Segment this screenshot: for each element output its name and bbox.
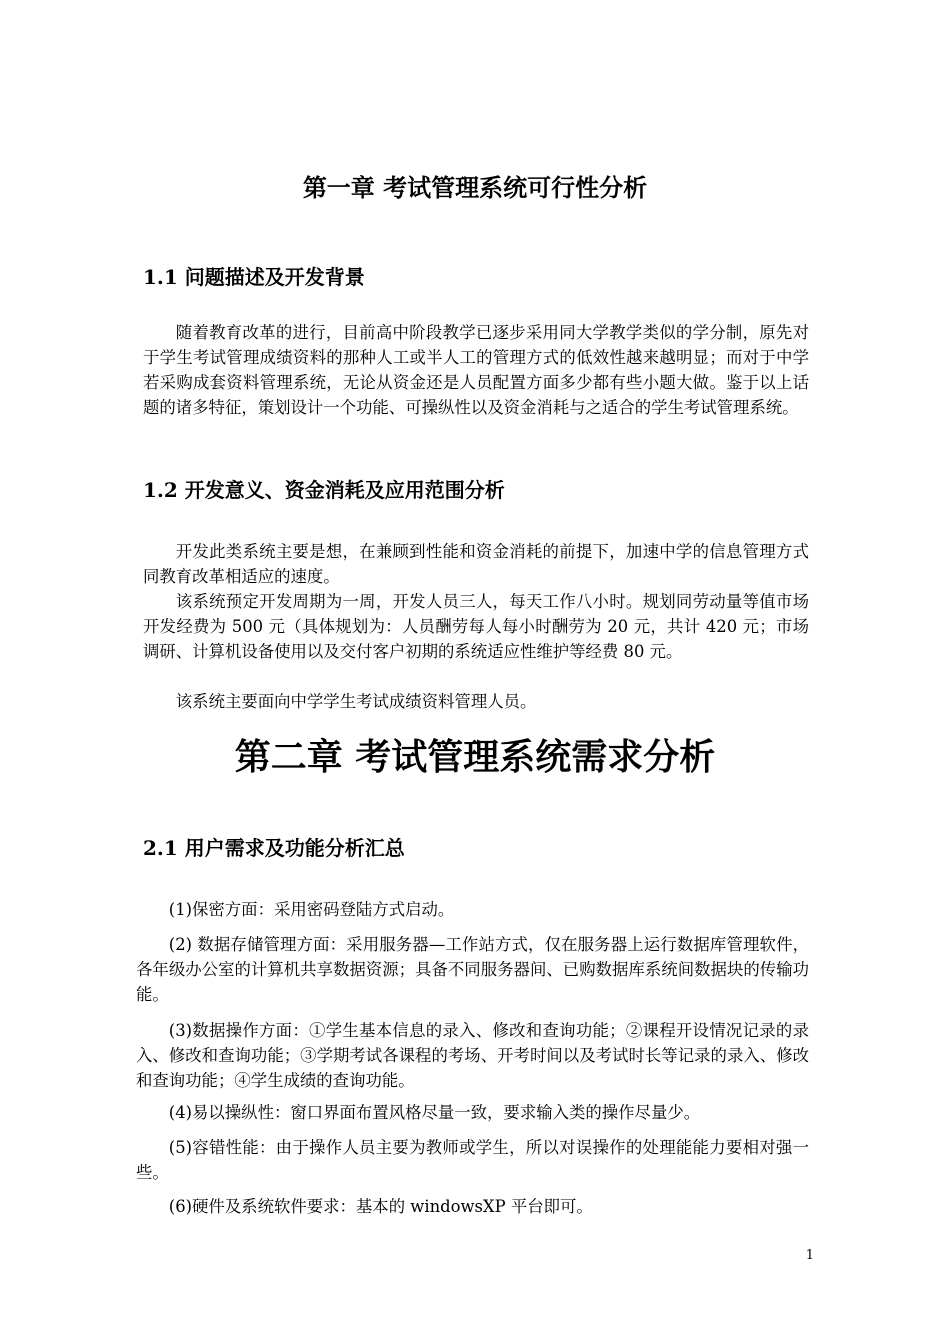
section-2-1-title: 2.1 用户需求及功能分析汇总	[143, 836, 405, 860]
page-number: 1	[805, 1248, 814, 1263]
chapter2-title: 第二章 考试管理系统需求分析	[234, 736, 716, 778]
section-1-2-paragraph-1: 开发此类系统主要是想，在兼顾到性能和资金消耗的前提下，加速中学的信息管理方式同教育改革相适应的速度。	[143, 542, 809, 586]
section-1-2-paragraph-3: 该系统主要面向中学学生考试成绩资料管理人员。	[175, 692, 537, 711]
requirement-item-5: (5)容错性能：由于操作人员主要为教师或学生，所以对误操作的处理能能力要相对强一些。	[136, 1138, 809, 1182]
section-1-2-title: 1.2 开发意义、资金消耗及应用范围分析	[143, 478, 505, 502]
requirement-item-3: (3)数据操作方面：①学生基本信息的录入、修改和查询功能；②课程开设情况记录的录入、修改和查询功能；③学期考试各课程的考场、开考时间以及考试时长等记录的录入、修改和查询功能；④学生成绩的查询功能。	[136, 1021, 809, 1090]
section-1-1-title: 1.1 问题描述及开发背景	[143, 265, 365, 289]
requirement-item-4: (4)易以操纵性：窗口界面布置风格尽量一致，要求输入类的操作尽量少。	[168, 1103, 701, 1122]
chapter1-title: 第一章 考试管理系统可行性分析	[302, 173, 648, 202]
requirement-item-6: (6)硬件及系统软件要求：基本的 windowsXP 平台即可。	[168, 1197, 593, 1216]
section-1-2-paragraph-2: 该系统预定开发周期为一周，开发人员三人，每天工作八小时。规划同劳动量等值市场开发经费为 500 元（具体规划为：人员酬劳每人每小时酬劳为 20 元，共计 420 元；市场调研、计算机设备使用以及交付客户初期的系统适应性维护等经费 80 元。	[143, 592, 809, 661]
requirement-item-2: (2) 数据存储管理方面：采用服务器—工作站方式，仅在服务器上运行数据库管理软件，各年级办公室的计算机共享数据资源；具备不同服务器间、已购数据库系统间数据块的传输功能。	[136, 935, 809, 1004]
section-1-1-paragraph: 随着教育改革的进行，目前高中阶段教学已逐步采用同大学教学类似的学分制，原先对于学生考试管理成绩资料的那种人工或半人工的管理方式的低效性越来越明显；而对于中学若采购成套资料管理系统，无论从资金还是人员配置方面多少都有些小题大做。鉴于以上话题的诸多特征，策划设计一个功能、可操纵性以及资金消耗与之适合的学生考试管理系统。	[143, 323, 809, 417]
requirement-item-1: (1)保密方面：采用密码登陆方式启动。	[168, 900, 455, 919]
